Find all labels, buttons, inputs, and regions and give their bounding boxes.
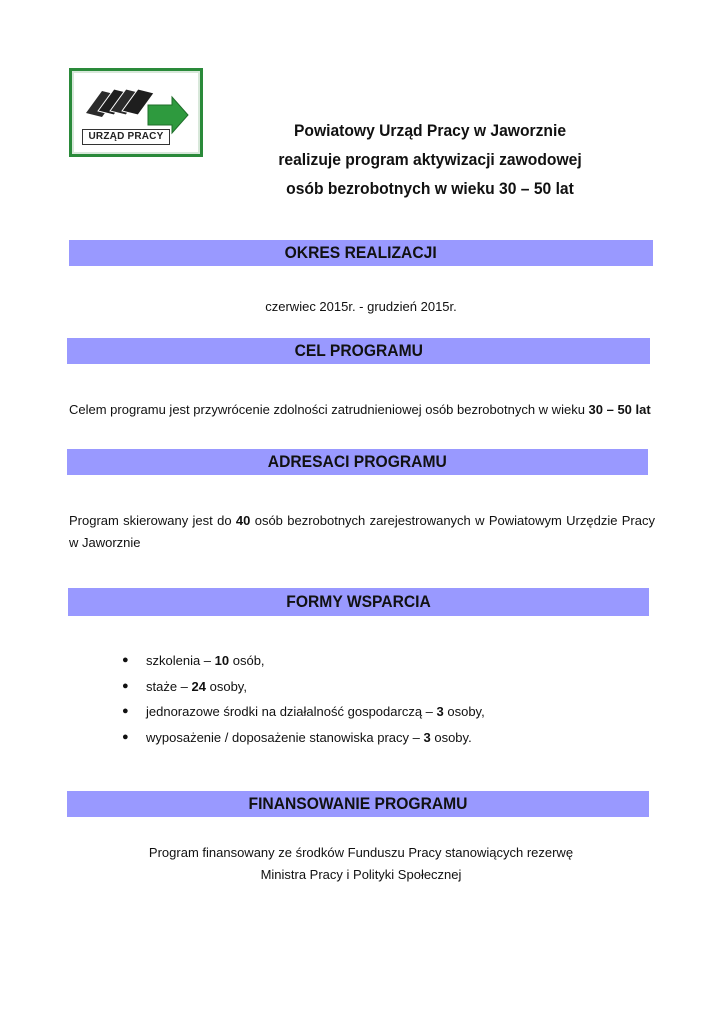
cel-programu-text bbox=[69, 399, 669, 421]
cel-text: Celem programu jest przywrócenie zdolności zatrudnieniowej osób bezrobotnych w wieku bbox=[69, 402, 589, 417]
finansowanie-heading-label: FINANSOWANIE PROGRAMU bbox=[248, 794, 468, 813]
logo-text: URZĄD PRACY bbox=[82, 129, 170, 145]
item-text: wyposażenie / doposażenie stanowiska pracy – bbox=[146, 729, 424, 745]
item-text: jednorazowe środki na działalność gospodarczą – bbox=[146, 704, 437, 719]
item-count: 10 bbox=[214, 653, 230, 668]
cel-programu-heading bbox=[67, 338, 650, 364]
title-line-3: osób bezrobotnych w wieku 30 – 50 lat bbox=[286, 179, 574, 198]
bullet-icon: ● bbox=[122, 654, 129, 666]
finansowanie-line-1: Program finansowany ze środków Funduszu Pracy stanowiących rezerwę bbox=[148, 845, 574, 860]
bullet-icon: ● bbox=[122, 730, 129, 743]
item-count: 24 bbox=[191, 678, 206, 694]
list-item bbox=[122, 648, 485, 674]
cel-text-bold: 30 – 50 lat bbox=[588, 402, 651, 417]
item-text-after: osoby. bbox=[430, 729, 472, 745]
adresaci-heading-label: ADRESACI PROGRAMU bbox=[268, 452, 447, 471]
item-text: szkolenia – bbox=[146, 653, 215, 668]
adresaci-programu-heading bbox=[67, 449, 648, 475]
item-text: staże – bbox=[146, 678, 192, 694]
item-text-after: osoby, bbox=[206, 678, 247, 694]
okres-realizacji-heading bbox=[69, 240, 653, 266]
okres-heading-label: OKRES REALIZACJI bbox=[284, 243, 438, 262]
bullet-icon: ● bbox=[122, 679, 129, 692]
list-item bbox=[122, 725, 485, 751]
finansowanie-programu-text bbox=[69, 842, 653, 886]
adresaci-programu-text bbox=[69, 510, 655, 554]
adresaci-line-1 bbox=[69, 510, 655, 532]
adresaci-count: 40 bbox=[235, 513, 251, 528]
page-title bbox=[235, 116, 625, 203]
adresaci-text-before: Program skierowany jest do bbox=[69, 513, 236, 528]
urzad-pracy-logo bbox=[69, 68, 203, 157]
bullet-icon: ● bbox=[122, 705, 129, 717]
item-count: 3 bbox=[423, 729, 431, 745]
formy-wsparcia-heading bbox=[68, 588, 649, 616]
item-count: 3 bbox=[436, 704, 444, 719]
list-item bbox=[122, 674, 485, 700]
finansowanie-line-2: Ministra Pracy i Polityki Społecznej bbox=[260, 867, 462, 882]
cel-heading-label: CEL PROGRAMU bbox=[294, 341, 423, 360]
item-text-after: osób, bbox=[229, 653, 265, 668]
finansowanie-programu-heading bbox=[67, 791, 649, 817]
title-line-2: realizuje program aktywizacji zawodowej bbox=[278, 150, 582, 169]
adresaci-line-2: w Jaworznie bbox=[69, 535, 141, 550]
okres-realizacji-text: czerwiec 2015r. - grudzień 2015r. bbox=[265, 299, 457, 314]
formy-wsparcia-list bbox=[122, 648, 485, 750]
title-line-1: Powiatowy Urząd Pracy w Jaworznie bbox=[293, 121, 567, 140]
list-item bbox=[122, 699, 485, 725]
item-text-after: osoby, bbox=[443, 704, 485, 719]
formy-heading-label: FORMY WSPARCIA bbox=[286, 592, 431, 611]
adresaci-text-after: osób bezrobotnych zarejestrowanych w Powiatowym Urzędzie Pracy bbox=[250, 513, 655, 528]
